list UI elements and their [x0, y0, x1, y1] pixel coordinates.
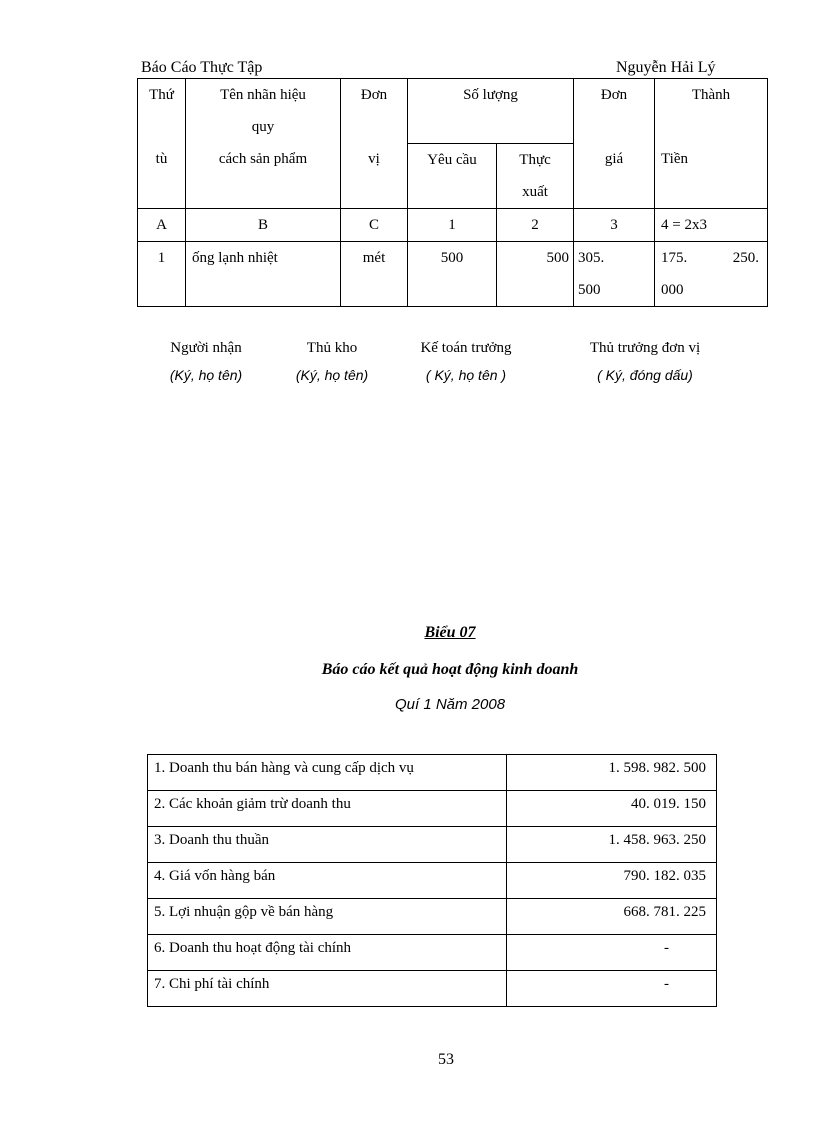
- row-label: 6. Doanh thu hoạt động tài chính: [148, 935, 507, 971]
- form-number: Biểu 07: [424, 624, 476, 641]
- table-row: [138, 242, 768, 307]
- row-label: 5. Lợi nhuận gộp về bán hàng: [148, 899, 507, 935]
- table-row: [148, 755, 717, 791]
- row-value: 1. 458. 963. 250: [507, 827, 717, 863]
- code-cell: C: [341, 209, 408, 242]
- header-cell-amount: Thành Tiền: [655, 79, 768, 209]
- code-cell: 3: [574, 209, 655, 242]
- code-cell: 1: [408, 209, 497, 242]
- page-number: 53: [438, 1051, 454, 1068]
- header-cell-quantity: Số lượng: [408, 79, 574, 144]
- code-cell: 2: [497, 209, 574, 242]
- table-row: [148, 863, 717, 899]
- header-cell-no: Thứ tù: [138, 79, 186, 209]
- row-label: 4. Giá vốn hàng bán: [148, 863, 507, 899]
- table-row: [148, 899, 717, 935]
- delivery-table: [137, 78, 768, 307]
- table-row: [148, 971, 717, 1007]
- row-label: 1. Doanh thu bán hàng và cung cấp dịch vụ: [148, 755, 507, 791]
- code-cell: A: [138, 209, 186, 242]
- row-label: 7. Chi phí tài chính: [148, 971, 507, 1007]
- signature-director: Thủ trưởng đơn vị ( Ký, đóng dấu): [589, 340, 701, 383]
- table-header-row: [138, 79, 768, 144]
- signature-storekeeper: Thủ kho (Ký, họ tên): [295, 340, 369, 383]
- signature-receiver: Người nhận (Ký, họ tên): [169, 340, 243, 383]
- header-cell-actual: Thực xuất: [497, 144, 574, 209]
- row-value: 790. 182. 035: [507, 863, 717, 899]
- header-cell-unit: Đơn vị: [341, 79, 408, 209]
- item-amount: 175. 250. 000: [655, 242, 768, 307]
- report-period: Quí 1 Năm 2008: [394, 696, 506, 713]
- item-unit: mét: [341, 242, 408, 307]
- code-cell: 4 = 2x3: [655, 209, 768, 242]
- header-cell-product: Tên nhãn hiệu quy cách sản phẩm: [186, 79, 341, 209]
- item-price: 305. 500: [574, 242, 655, 307]
- item-actual: 500: [497, 242, 574, 307]
- row-value: 40. 019. 150: [507, 791, 717, 827]
- row-label: 2. Các khoản giảm trừ doanh thu: [148, 791, 507, 827]
- row-value: -: [507, 935, 717, 971]
- item-no: 1: [138, 242, 186, 307]
- row-value: 1. 598. 982. 500: [507, 755, 717, 791]
- table-row: [148, 935, 717, 971]
- item-required: 500: [408, 242, 497, 307]
- header-cell-required: Yêu cầu: [408, 144, 497, 209]
- row-label: 3. Doanh thu thuần: [148, 827, 507, 863]
- income-statement-table: [147, 754, 717, 1007]
- signature-chief-accountant: Kế toán trưởng ( Ký, họ tên ): [420, 340, 512, 383]
- code-cell: B: [186, 209, 341, 242]
- code-row: [138, 209, 768, 242]
- row-value: -: [507, 971, 717, 1007]
- header-title: Báo Cáo Thực Tập: [141, 59, 263, 76]
- header-cell-price: Đơn giá: [574, 79, 655, 209]
- item-name: ống lạnh nhiệt: [186, 242, 341, 307]
- row-value: 668. 781. 225: [507, 899, 717, 935]
- header-author: Nguyễn Hải Lý: [616, 59, 716, 76]
- report-title: Báo cáo kết quả hoạt động kinh doanh: [321, 661, 579, 678]
- table-row: [148, 791, 717, 827]
- table-row: [148, 827, 717, 863]
